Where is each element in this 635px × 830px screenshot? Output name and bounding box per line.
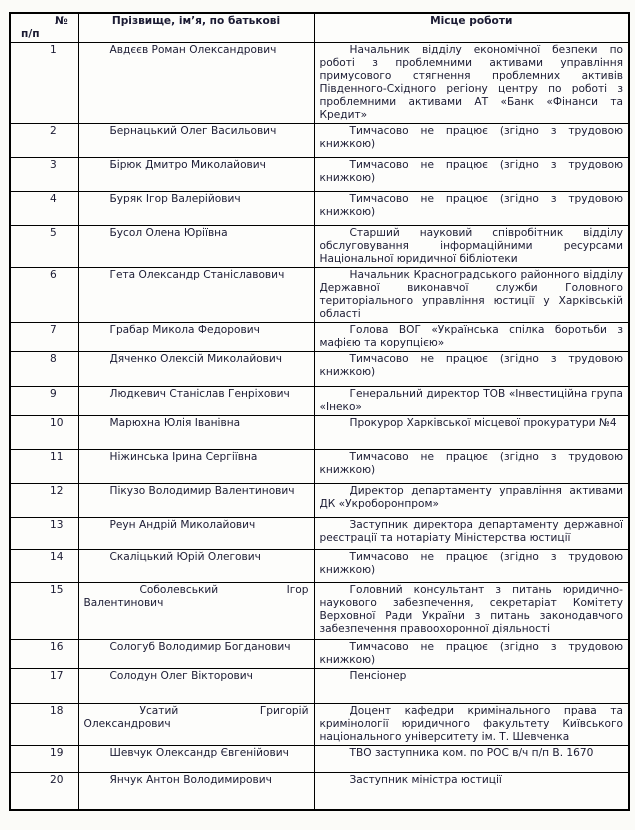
cell-workplace: Тимчасово не працює (згідно з трудовою книжкою) <box>314 352 629 387</box>
cell-row-number: 4 <box>10 192 78 226</box>
cell-workplace: Директор департаменту управління активами ДК «Укроборонпром» <box>314 484 629 518</box>
cell-row-number: 17 <box>10 669 78 704</box>
table-row <box>10 583 629 640</box>
table-row <box>10 387 629 416</box>
cell-workplace: Пенсіонер <box>314 669 629 704</box>
table-row <box>10 268 629 323</box>
table-row <box>10 484 629 518</box>
cell-person-name: Авдєєв Роман Олександрович <box>78 43 314 124</box>
table-row <box>10 550 629 583</box>
cell-person-name: Скаліцький Юрій Олегович <box>78 550 314 583</box>
cell-workplace: Генеральний директор ТОВ «Інвестиційна група «Інеко» <box>314 387 629 416</box>
cell-workplace: Заступник директора департаменту державної реєстрації та нотаріату Міністерства юстиції <box>314 518 629 550</box>
table-row <box>10 43 629 124</box>
cell-person-name: Солодун Олег Вікторович <box>78 669 314 704</box>
cell-person-name: Реун Андрій Миколайович <box>78 518 314 550</box>
cell-person-name: Ніжинська Ірина Сергіївна <box>78 450 314 484</box>
table-row <box>10 450 629 484</box>
cell-row-number: 3 <box>10 158 78 192</box>
cell-person-name: Шевчук Олександр Євгенійович <box>78 746 314 773</box>
cell-workplace: Доцент кафедри кримінального права та кримінології юридичного факультету Київського національного університету ім. Т. Шевченка <box>314 704 629 746</box>
cell-row-number: 2 <box>10 124 78 158</box>
cell-workplace: Тимчасово не працює (згідно з трудовою книжкою) <box>314 450 629 484</box>
cell-row-number: 20 <box>10 773 78 810</box>
cell-row-number: 6 <box>10 268 78 323</box>
cell-workplace: Старший науковий співробітник відділу обслуговування інформаційними ресурсами Національної юридичної бібліотеки <box>314 226 629 268</box>
cell-row-number: 12 <box>10 484 78 518</box>
cell-row-number: 16 <box>10 640 78 669</box>
cell-row-number: 8 <box>10 352 78 387</box>
cell-person-name: Дяченко Олексій Миколайович <box>78 352 314 387</box>
table-row <box>10 773 629 810</box>
column-header-name: Прізвище, ім’я, по батькові <box>78 13 314 43</box>
cell-row-number: 18 <box>10 704 78 746</box>
cell-person-name: Людкевич Станіслав Генріхович <box>78 387 314 416</box>
column-header-num: № п/п <box>10 13 78 43</box>
cell-workplace: Начальник відділу економічної безпеки по роботі з проблемними активами управління примусового стягнення проблемних активів Південного-Східного регіону центру по роботі з проблемними активами АТ «Банк «Фінанси та Кредит» <box>314 43 629 124</box>
cell-row-number: 14 <box>10 550 78 583</box>
cell-person-name: Пікузо Володимир Валентинович <box>78 484 314 518</box>
cell-workplace: Тимчасово не працює (згідно з трудовою книжкою) <box>314 550 629 583</box>
cell-workplace: Тимчасово не працює (згідно з трудовою книжкою) <box>314 192 629 226</box>
table-row <box>10 352 629 387</box>
column-header-workplace: Місце роботи <box>314 13 629 43</box>
cell-row-number: 10 <box>10 416 78 450</box>
cell-row-number: 7 <box>10 323 78 352</box>
cell-workplace: Голова ВОГ «Українська спілка боротьби з мафією та корупцією» <box>314 323 629 352</box>
cell-person-name: Бірюк Дмитро Миколайович <box>78 158 314 192</box>
cell-row-number: 11 <box>10 450 78 484</box>
cell-workplace: Головний консультант з питань юридично-наукового забезпечення, секретаріат Комітету Верховної Ради України з питань законодавчого забезпечення правоохоронної діяльності <box>314 583 629 640</box>
table-row <box>10 746 629 773</box>
table-row <box>10 323 629 352</box>
cell-person-name: Бернацький Олег Васильович <box>78 124 314 158</box>
table-row <box>10 124 629 158</box>
cell-row-number: 1 <box>10 43 78 124</box>
persons-registry-table <box>9 12 630 811</box>
cell-row-number: 19 <box>10 746 78 773</box>
cell-person-name: Грабар Микола Федорович <box>78 323 314 352</box>
cell-workplace: Заступник міністра юстиції <box>314 773 629 810</box>
cell-person-name: Бусол Олена Юріївна <box>78 226 314 268</box>
table-header-row <box>10 13 629 43</box>
cell-workplace: Прокурор Харківської місцевої прокуратури №4 <box>314 416 629 450</box>
cell-person-name: Буряк Ігор Валерійович <box>78 192 314 226</box>
cell-workplace: ТВО заступника ком. по РОС в/ч п/п В. 1670 <box>314 746 629 773</box>
cell-row-number: 5 <box>10 226 78 268</box>
table-row <box>10 416 629 450</box>
cell-person-name: Соболевський Ігор Валентинович <box>78 583 314 640</box>
cell-workplace: Начальник Красноградського районного відділу Державної виконавчої служби Головного територіального управління юстиції у Харківській області <box>314 268 629 323</box>
cell-workplace: Тимчасово не працює (згідно з трудовою книжкою) <box>314 124 629 158</box>
table-row <box>10 192 629 226</box>
cell-row-number: 9 <box>10 387 78 416</box>
cell-row-number: 15 <box>10 583 78 640</box>
cell-workplace: Тимчасово не працює (згідно з трудовою книжкою) <box>314 158 629 192</box>
cell-person-name: Янчук Антон Володимирович <box>78 773 314 810</box>
cell-row-number: 13 <box>10 518 78 550</box>
cell-person-name: Усатий Григорій Олександрович <box>78 704 314 746</box>
table-row <box>10 704 629 746</box>
table-row <box>10 158 629 192</box>
table-row <box>10 640 629 669</box>
table-body <box>10 43 629 810</box>
cell-person-name: Сологуб Володимир Богданович <box>78 640 314 669</box>
cell-person-name: Гета Олександр Станіславович <box>78 268 314 323</box>
cell-workplace: Тимчасово не працює (згідно з трудовою книжкою) <box>314 640 629 669</box>
cell-person-name: Марюхна Юлія Іванівна <box>78 416 314 450</box>
table-row <box>10 518 629 550</box>
table-row <box>10 226 629 268</box>
table-row <box>10 669 629 704</box>
